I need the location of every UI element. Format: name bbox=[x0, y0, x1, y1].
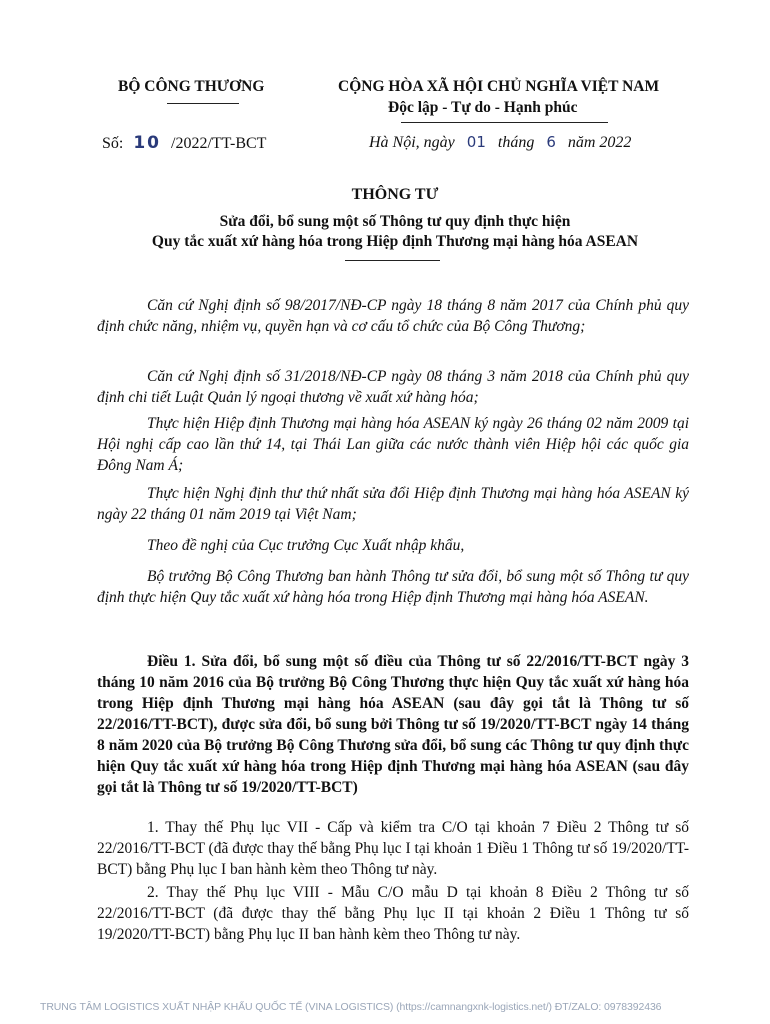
republic-name: CỘNG HÒA XÃ HỘI CHỦ NGHĨA VIỆT NAM bbox=[338, 78, 660, 95]
title-underline bbox=[345, 260, 440, 261]
number-label: Số: bbox=[102, 135, 124, 152]
preamble-5: Theo đề nghị của Cục trưởng Cục Xuất nhập khẩu, bbox=[147, 537, 465, 554]
preamble-6: Bộ trưởng Bộ Công Thương ban hành Thông tư sửa đổi, bổ sung một số Thông tư quy định thực hiện Quy tắc xuất xứ hàng hóa trong Hiệp định Thương mại hàng hóa ASEAN. bbox=[97, 568, 689, 606]
month-label: tháng bbox=[497, 134, 535, 151]
preamble-3: Thực hiện Hiệp định Thương mại hàng hóa ASEAN ký ngày 26 tháng 02 năm 2009 tại Hội nghị cấp cao lần thứ 14, tại Thái Lan giữa các nước thành viên Hiệp hội các quốc gia Đông Nam Á; bbox=[97, 415, 689, 474]
month-handwritten: 6 bbox=[546, 133, 556, 151]
preamble-2: Căn cứ Nghị định số 31/2018/NĐ-CP ngày 08 tháng 3 năm 2018 của Chính phủ quy định chi tiết Luật Quản lý ngoại thương về xuất xứ hàng hóa; bbox=[97, 368, 689, 406]
preamble-4: Thực hiện Nghị định thư thứ nhất sửa đổi Hiệp định Thương mại hàng hóa ASEAN ký ngày 22 tháng 01 năm 2019 tại Việt Nam; bbox=[97, 485, 689, 523]
title-line-2: Quy tắc xuất xứ hàng hóa trong Hiệp định Thương mại hàng hóa ASEAN bbox=[151, 233, 639, 250]
motto: Độc lập - Tự do - Hạnh phúc bbox=[388, 99, 578, 116]
article-1-item-1: 1. Thay thế Phụ lục VII - Cấp và kiểm tra C/O tại khoản 7 Điều 2 Thông tư số 22/2016/TT-BCT (đã được thay thế bằng Phụ lục I tại khoản 1 Điều 1 Thông tư số 19/2020/TT-BCT) bằng Phụ lục I ban hành kèm theo Thông tư này. bbox=[97, 819, 689, 878]
footer-watermark: TRUNG TÂM LOGISTICS XUẤT NHẬP KHẨU QUỐC TẾ (VINA LOGISTICS) (https://camnangxnk-logistics.net/) ĐT/ZALO: 0978392436 bbox=[40, 1001, 662, 1013]
ministry-name: BỘ CÔNG THƯƠNG bbox=[118, 78, 265, 95]
article-1-heading: Điều 1. Sửa đổi, bổ sung một số điều của Thông tư số 22/2016/TT-BCT ngày 3 tháng 10 năm 2016 của Bộ trưởng Bộ Công Thương thực hiện Quy tắc xuất xứ hàng hóa trong Hiệp định Thương mại hàng hóa ASEAN (sau đây gọi tắt là Thông tư số 22/2016/TT-BCT), được sửa đổi, bổ sung bởi Thông tư số 19/2020/TT-BCT ngày 14 tháng 8 năm 2020 của Bộ trưởng Bộ Công Thương sửa đổi, bổ sung các Thông tư quy định thực hiện Quy tắc xuất xứ hàng hóa trong Hiệp định Thương mại hàng hóa ASEAN (sau đây gọi tắt là Thông tư số 19/2020/TT-BCT) bbox=[97, 653, 689, 796]
year-label: năm 2022 bbox=[567, 134, 632, 151]
day-handwritten: 01 bbox=[466, 133, 486, 151]
title-line-1: Sửa đổi, bổ sung một số Thông tư quy định thực hiện bbox=[219, 213, 571, 230]
document-number bbox=[102, 133, 266, 153]
ministry-underline bbox=[167, 103, 239, 104]
number-suffix: /2022/TT-BCT bbox=[171, 135, 267, 152]
preamble-1: Căn cứ Nghị định số 98/2017/NĐ-CP ngày 18 tháng 8 năm 2017 của Chính phủ quy định chức năng, nhiệm vụ, quyền hạn và cơ cấu tổ chức của Bộ Công Thương; bbox=[97, 297, 689, 335]
document-type: THÔNG TƯ bbox=[351, 186, 439, 203]
motto-underline bbox=[401, 122, 608, 123]
number-handwritten: 10 bbox=[133, 133, 162, 153]
date-line bbox=[369, 133, 631, 152]
date-prefix: Hà Nội, ngày bbox=[369, 134, 455, 151]
article-1-item-2: 2. Thay thế Phụ lục VIII - Mẫu C/O mẫu D tại khoản 8 Điều 2 Thông tư số 22/2016/TT-BCT (đã được thay thế bằng Phụ lục II tại khoản 2 Điều 1 Thông tư số 19/2020/TT-BCT) bằng Phụ lục II ban hành kèm theo Thông tư này. bbox=[97, 884, 689, 943]
